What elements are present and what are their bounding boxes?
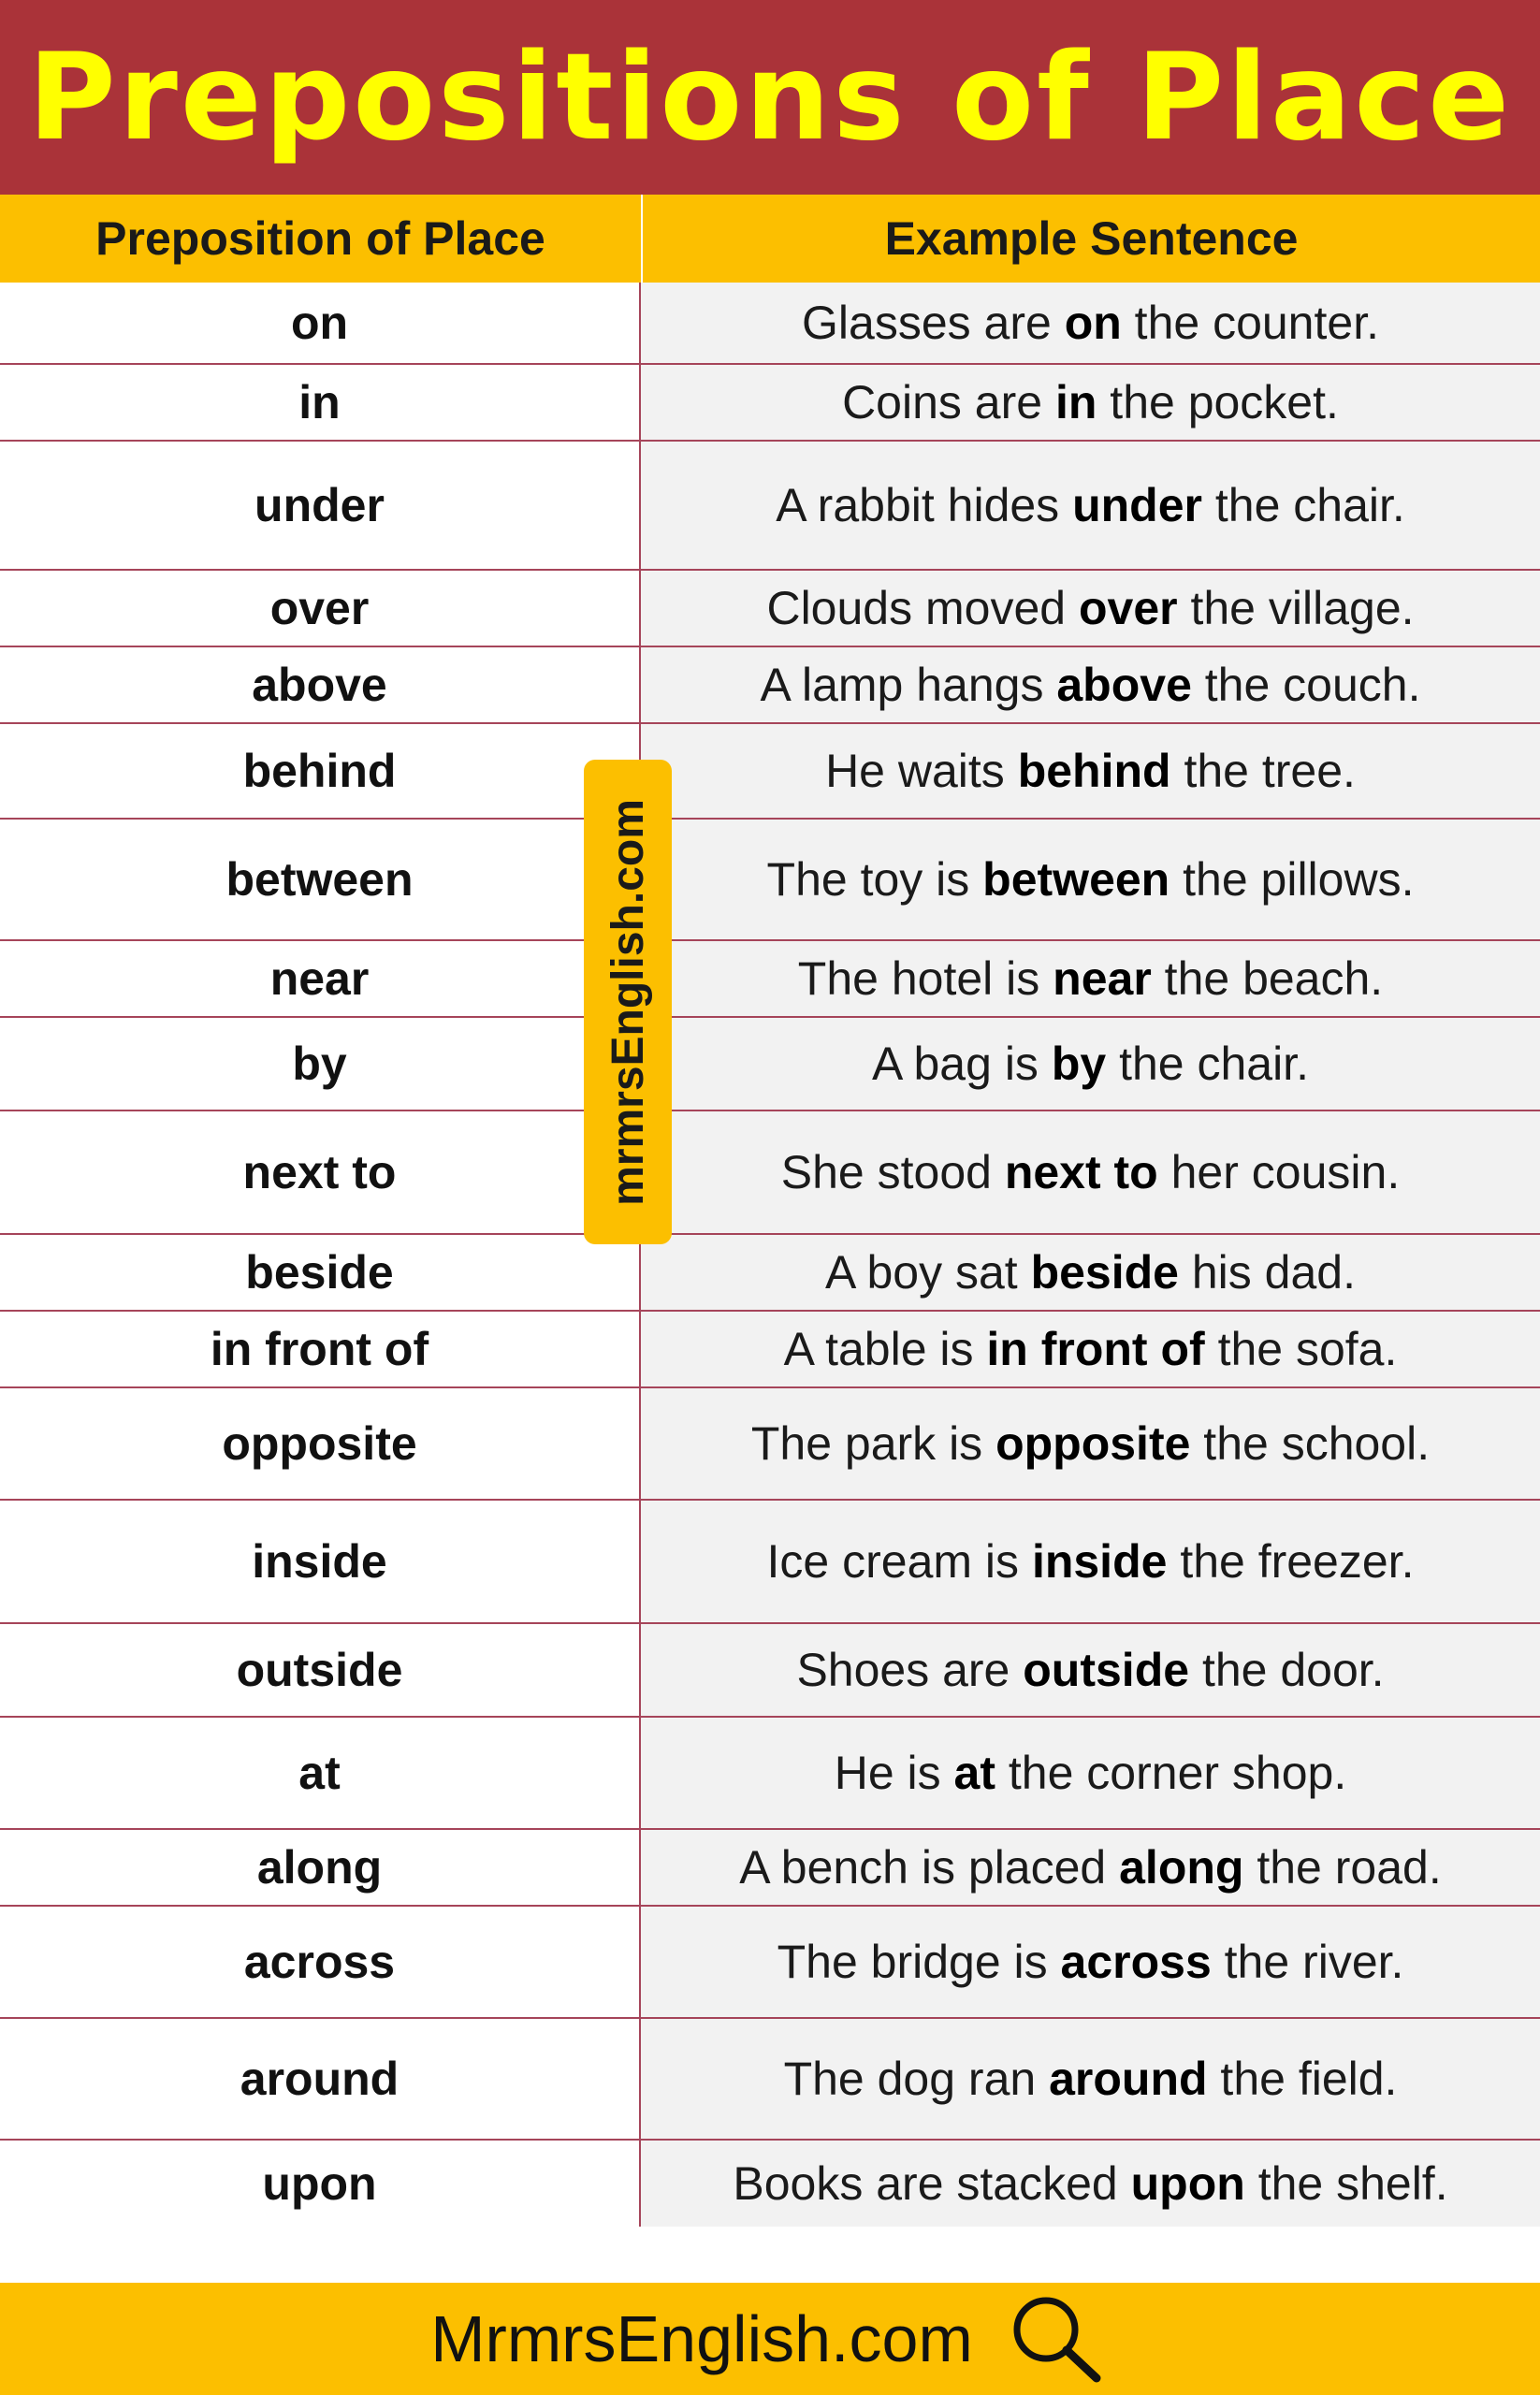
example-cell [641, 1388, 1540, 1499]
example-text-before: The bridge is [777, 1936, 1061, 1988]
watermark-text: mrmrsEnglish.com [603, 798, 653, 1206]
example-text-after: the pillows. [1170, 853, 1415, 906]
table-row [0, 1624, 1540, 1718]
table-row [0, 1111, 1540, 1235]
example-text-after: his dad. [1178, 1246, 1356, 1299]
preposition-cell: upon [0, 2141, 641, 2227]
preposition-cell: next to [0, 1111, 641, 1233]
header-example: Example Sentence [641, 195, 1540, 283]
example-preposition: upon [1130, 2157, 1245, 2210]
table-row [0, 1235, 1540, 1312]
example-cell [641, 647, 1540, 722]
preposition-cell: outside [0, 1624, 641, 1716]
example-text-after: the shelf. [1244, 2157, 1448, 2210]
example-text-before: A rabbit hides [776, 479, 1073, 531]
example-cell [641, 1718, 1540, 1828]
preposition-cell: beside [0, 1235, 641, 1310]
example-text-before: The dog ran [783, 2053, 1050, 2105]
example-text-after: the sofa. [1204, 1323, 1398, 1375]
example-cell [641, 2141, 1540, 2227]
example-text-before: Shoes are [796, 1644, 1024, 1696]
example-text-after: the tree. [1170, 745, 1356, 797]
example-cell [641, 1018, 1540, 1110]
example-text-after: her cousin. [1157, 1146, 1401, 1198]
example-text-before: Clouds moved [766, 582, 1079, 634]
example-text-before: A bag is [872, 1038, 1052, 1090]
page-title: Prepositions of Place [27, 27, 1513, 167]
example-cell [641, 1907, 1540, 2017]
example-cell [641, 2019, 1540, 2139]
table-row [0, 1501, 1540, 1624]
example-cell [641, 1111, 1540, 1233]
preposition-cell: under [0, 442, 641, 569]
example-text-before: She stood [780, 1146, 1005, 1198]
preposition-cell: opposite [0, 1388, 641, 1499]
example-cell [641, 724, 1540, 818]
title-banner [0, 0, 1540, 195]
example-preposition: inside [1031, 1535, 1168, 1588]
example-preposition: along [1119, 1841, 1244, 1894]
example-preposition: outside [1023, 1644, 1190, 1696]
example-preposition: opposite [995, 1417, 1191, 1470]
preposition-cell: between [0, 820, 641, 939]
example-cell [641, 1624, 1540, 1716]
example-cell [641, 1235, 1540, 1310]
example-preposition: by [1051, 1038, 1107, 1090]
example-preposition: around [1049, 2053, 1208, 2105]
example-text-before: Books are stacked [733, 2157, 1131, 2210]
example-preposition: near [1053, 952, 1152, 1005]
example-text-after: the freezer. [1167, 1535, 1415, 1588]
preposition-cell: on [0, 283, 641, 363]
example-text-before: The toy is [766, 853, 983, 906]
example-cell [641, 283, 1540, 363]
example-preposition: next to [1004, 1146, 1158, 1198]
example-text-after: the school. [1190, 1417, 1431, 1470]
table-row [0, 1907, 1540, 2019]
table-row [0, 724, 1540, 820]
table-row [0, 2141, 1540, 2227]
preposition-cell: behind [0, 724, 641, 818]
example-text-before: Coins are [842, 376, 1055, 428]
example-text-before: He waits [825, 745, 1018, 797]
example-cell [641, 1312, 1540, 1386]
table-row [0, 1830, 1540, 1907]
table-row [0, 571, 1540, 647]
example-cell [641, 941, 1540, 1016]
example-preposition: at [953, 1747, 996, 1799]
example-text-after: the corner shop. [995, 1747, 1347, 1799]
example-preposition: in [1054, 376, 1097, 428]
table-row [0, 1718, 1540, 1830]
preposition-cell: near [0, 941, 641, 1016]
example-text-after: the counter. [1121, 297, 1379, 349]
preposition-cell: in [0, 365, 641, 440]
example-text-after: the couch. [1191, 659, 1421, 711]
example-text-before: The park is [750, 1417, 996, 1470]
footer-site[interactable]: MrmrsEnglish.com [430, 2302, 973, 2375]
table-row [0, 1388, 1540, 1501]
watermark-badge [584, 760, 672, 1244]
example-cell [641, 571, 1540, 646]
example-preposition: on [1064, 297, 1122, 349]
example-text-before: He is [834, 1747, 954, 1799]
example-text-before: A bench is placed [739, 1841, 1120, 1894]
preposition-cell: over [0, 571, 641, 646]
preposition-cell: along [0, 1830, 641, 1905]
example-preposition: above [1056, 659, 1192, 711]
example-text-after: the field. [1207, 2053, 1398, 2105]
example-cell [641, 365, 1540, 440]
example-text-before: Glasses are [802, 297, 1065, 349]
example-text-before: The hotel is [797, 952, 1053, 1005]
preposition-cell: at [0, 1718, 641, 1828]
example-text-after: the chair. [1201, 479, 1405, 531]
example-text-before: A lamp hangs [760, 659, 1057, 711]
table-row [0, 941, 1540, 1018]
example-preposition: beside [1030, 1246, 1179, 1299]
table-row [0, 820, 1540, 941]
footer-bar [0, 2283, 1540, 2395]
example-text-before: Ice cream is [766, 1535, 1032, 1588]
table-row [0, 1018, 1540, 1111]
example-text-after: the river. [1211, 1936, 1404, 1988]
example-preposition: across [1060, 1936, 1212, 1988]
example-text-after: the pocket. [1097, 376, 1339, 428]
example-preposition: between [982, 853, 1170, 906]
example-preposition: over [1078, 582, 1178, 634]
table-row [0, 1312, 1540, 1388]
table-row [0, 283, 1540, 365]
prepositions-table [0, 283, 1540, 2227]
table-row [0, 365, 1540, 442]
example-cell [641, 1501, 1540, 1622]
example-text-before: A table is [783, 1323, 987, 1375]
example-cell [641, 1830, 1540, 1905]
example-text-after: the village. [1177, 582, 1415, 634]
example-cell [641, 820, 1540, 939]
example-preposition: behind [1017, 745, 1171, 797]
example-text-before: A boy sat [824, 1246, 1031, 1299]
search-icon[interactable] [1007, 2292, 1110, 2386]
table-row [0, 647, 1540, 724]
preposition-cell: across [0, 1907, 641, 2017]
preposition-cell: above [0, 647, 641, 722]
preposition-cell: around [0, 2019, 641, 2139]
example-text-after: the beach. [1151, 952, 1384, 1005]
table-row [0, 442, 1540, 571]
table-row [0, 2019, 1540, 2141]
example-preposition: under [1072, 479, 1202, 531]
header-preposition: Preposition of Place [95, 212, 545, 265]
example-cell [641, 442, 1540, 569]
table-header [0, 195, 1540, 283]
preposition-cell: inside [0, 1501, 641, 1622]
example-text-after: the door. [1189, 1644, 1385, 1696]
example-text-after: the chair. [1106, 1038, 1309, 1090]
preposition-cell: by [0, 1018, 641, 1110]
example-text-after: the road. [1243, 1841, 1442, 1894]
example-preposition: in front of [986, 1323, 1205, 1375]
preposition-cell: in front of [0, 1312, 641, 1386]
